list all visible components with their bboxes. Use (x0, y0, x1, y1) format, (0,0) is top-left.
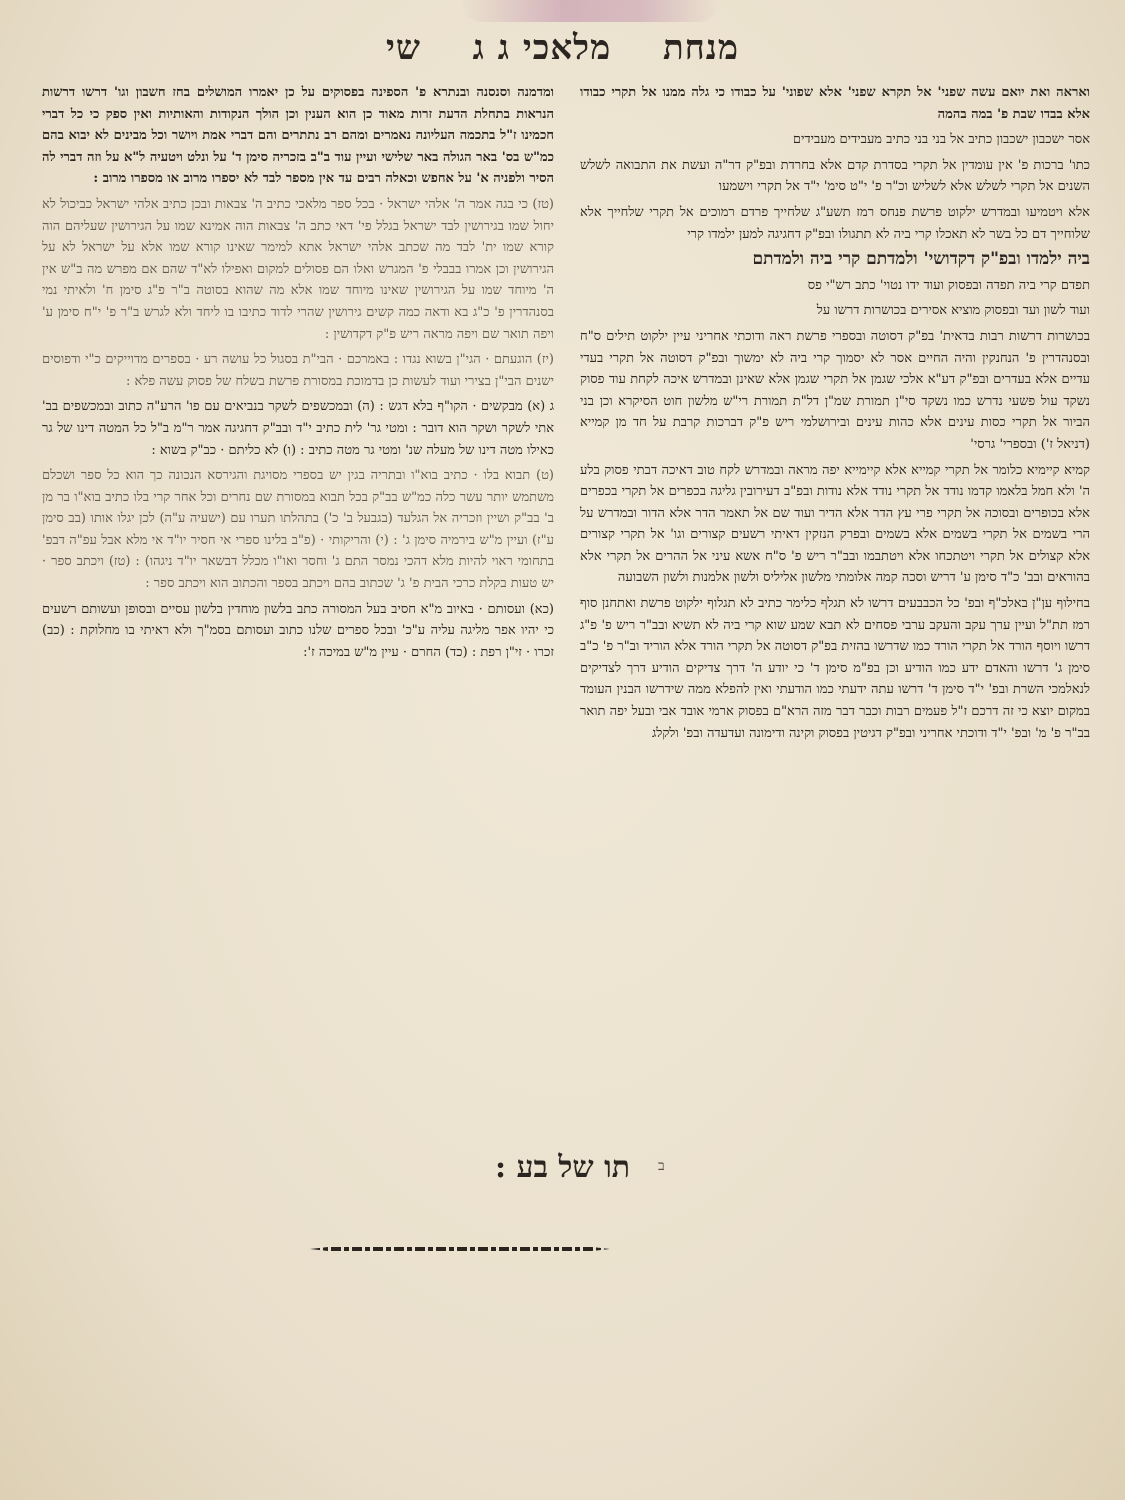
header-title: מנחת (662, 28, 740, 68)
header-name: שי (385, 28, 421, 68)
left-paragraph: (ט) תבוא בלו · כתיב בוא"ו ובתריה בגין יש בספרי מסויגת והגירסא הנכונה כך הוא כל ספר ושכלם משתמש יותר עשר כלה כמ"ש בב"ק בכל תבוא במסורת שם נחרים וכל אחר קרי בלו כתיב בוא"ו בר מן ב' בב"ק ושיין וזכריה אל הגלעד (בגבעל ב' כ') בתהלתו תערו עם (ישעיה ע"ה) לכן יגלו אותו (בב סימן ע"ז) ועיין מ"ש בירמיה סימן ג' : (י) והריקותי · (פ"ב בלינו ספרי אי חסיר יו"ד אי מלא אבל עפ"ה דבפ' בתחומי ראוי להיות מלא דהכי נמסר התם ג' וחסר ואו"ו מכלל דבשאר יו"ד ניגהו) : (טז) ויכתב ספר · יש טעות בקלת כרכי הבית פ' ג' שכתוב בהם ויכתב בספר והכתוב הוא ויכתב ספר : (42, 468, 554, 592)
right-paragraph: אלא ויטמיעו ובמדרש ילקוט פרשת פנחס רמז תשע"ג שלחייך פרדם רמוכים אל תקרי שלחייך אלא שלוחייך דם כל בשר לא תאכלו קרי ביה לא תתגולו ובפ"ק דחגיגה למען ילמדו קרי (580, 204, 1090, 242)
left-paragraph: ומדמנה וסנסנה ובנתרא פ' הספינה בפסוקים על כן יאמרו המושלים בחז חשבון וגו' דרשו דרשות הנראות בתחלת הדעת זרות מאוד כן הוא הענין וכן הולך הנקודות והאותיות ואין ספק כי כל דברי חכמינו ז"ל בתכמה העליונה נאמרים ומהם רב נתתרים והם דברי אמת ויושר וכל מבינים לא יבוא בהם כמ"ש בס' באר הגולה באר שלישי ועיין עוד ב"ב בזכריה סימן ד' על ונלט ויטעיה ל"א על וזה דברי לה הסיר ולפניה א' על אחפש וכאלה רבים עד אין מספר לבד לא יספרו מרוב או מספרו מרוב : (42, 85, 554, 187)
left-paragraph: (כא) ועסותם · באיוב מ"א חסיב בעל המסורה כתב בלשון מוחדין בלשון עסיים ובסופן ועשותם רשעים כי יהיו אפר מליגה עליה ע"כ' ובכל ספרים שלנו כתוב ועסותם בסמ"ך ולא ראיתי בו מחלוקת : (כב) זכרו · זי"ן רפת : (כד) החרם · עיין מ"ש במיכה ז': (42, 601, 554, 660)
header-chapter: ג (497, 28, 510, 68)
right-paragraph: בכושרות דרשות רבות בדאית' בפ"ק דסוטה ובספרי פרשת ראה ודוכתי אחריני עיין ילקוט תילים ס"ח ובסנהדרין פ' הנחנקין והיה החיים אסר לא יסמוך קרי ביה לא ימשוך ובפ"ק דסוטה אל תקרי בעדי עדיים אלא בעדרים ובפ"ק דע"א אלכי שגמן אל תקרי שגמן אלא שאינן ובמדרש איכה לקחת עוד פסוק נשקד עול פשעי נדרש כמו נשקד סי"ן תמורת שמ"ן דל"ת תמורת רי"ש מלשון חוט הסיקרא וכן בני הביור אל תקרי כסות עינים אלא כהות עינים ובירושלמי ריש פ"ק דברכות קרבת על חד מן קמייא (דניאל ז') ובספרי' גרסי' (580, 328, 1090, 452)
top-stain (460, 0, 720, 22)
right-paragraph: ביה ילמדו ובפ"ק דקדושי' ולמדתם קרי ביה ולמדתם (752, 249, 1090, 270)
stray-mark: ב (658, 1158, 665, 1174)
header-book: מלאכי (522, 28, 612, 68)
right-text-column (580, 82, 1090, 1122)
right-paragraph: בחילוף ען"ן באלכ"ף ובפ' כל הכבבעים דרשו לא תגלף כלימר כתיב לא תגלוף ילקוט פרשת ואתחנן סוף רמז תת"ל ועיין ערך עקב והעקב ערבי פסחים לא תבא שמע שוא קרי ביה לא תשיא ובב"ר ריש פ' פ"ג דרשו ויוסף הורד אל תקרי הורד כמו שדרשו בהזית בפ"ק דסוטה אל תקרי הורד אלא הוריד וב"ר פ' כ"ב סימן ג' דרשו והאדם ידע כמו הודיע וכן בפ"מ סימן ד' כי יודע ה' דרך צדיקים הודיע דרך לצדיקים לנאלמכי השרת ובפ' י"ד סימן ד' דרשו עתה ידעתי כמו הודעתי ואין להפלא ממה שידרשו הבנין העומד במקום יוצא כי זה דרכם ז"ל פעמים רבות וכבר דבר מזה הרא"ם בפסוק ארמי אובד אבי ובעל יפה תואר בב"ר פ' מ' ובפ' י"ד ודוכתי אחריני ובפ"ק דגיטין בפסוק וקינה ודימונה ועדעדה ובפ' ולקלג (580, 596, 1090, 741)
right-paragraph: ואראה ואת יואם עשה שפני' אל תקרא שפני' אלא שפוני' על כבודו כי גלה ממנו אל תקרי כבודו אלא בבדו שבת פ' במה בהמה (580, 85, 1090, 122)
left-paragraph: (יז) הוגעתם · הגי"ן בשוא נגדו : באמרכם · הבי"ת בסגול כל עושה רע · בספרים מדוייקים כ"י ודפוסים ישנים הבי"ן בצירי ועוד לעשות כן בדמוכת במסורת פרשת בשלח של פסוק עשה פלא : (42, 352, 554, 389)
left-paragraph: ג (א) מבקשים · הקו"ף בלא דגש : (ה) ובמכשפים לשקר בנביאים עם פו' הרע"ה כתוב ובמכשפים בב' אתי לשקר ושקר הוא דובר : ומטי גר' לית כתיב י"ד ובב"ק דחגיגה אמר ר"מ ב"ל כל המטה דינו של גר כאילו מטה דינו של מעלה שנ' ומטי גר מטה כתיב : (ו) לא כליתם · כב"ק בשוא : (42, 399, 554, 458)
left-text-column (42, 82, 554, 1062)
end-colophon: תו של בע : (494, 1150, 631, 1185)
right-paragraph: תפדם קרי ביה תפדה ובפסוק ועוד ידו נטוי' כתב רש"י פס (807, 277, 1090, 293)
right-paragraph: קמיא קיימיא כלומר אל תקרי קמייא אלא קיימייא יפה מראה ובמדרש לקח טוב דאיכה דבתי פסוק בלע ה' ולא חמל בלאמו קדמו נודד אל תקרי נודד אלא נודות ובפ"ב דעירובין גליגה בכפרים אל תקרי בכפרים אלא בכופרים ובסוכה אל תקרי פרי עץ הדר אלא הדיר ועוד שם אל תאמר הדר אלא הדור ובמדרש על הרי בשמים אל תקרי בשמים אלא בשמים ובפרק הנזקין דאיתי רשעים קצורים וגו' אל תקרי קצורים אלא קצולים אל תקרי ויטתכחו אלא ויטתבמו ובב"ר ריש פ' ס"ח אשא עיני אל ההרים אל תקרי אלא בהוראים ובב' כ"ד סימן ע' דריש וסכה קמה אלומתי מלשון אליליס ולשון אלמנות ולשון השבועה (580, 462, 1090, 586)
right-paragraph: אסר ישכבון ישכבון כתיב אל בני בני כתיב מעבידים מעבידים (792, 132, 1090, 148)
page-header (0, 28, 1125, 68)
header-ref: ג (472, 28, 485, 68)
left-paragraph: (טז) כי בגה אמר ה' אלהי ישראל · בכל ספר מלאכי כתיב ה' צבאות ובכן כתיב אלהי ישראל כביכול לא יחול שמו בגירושין לבד ישראל בגלל פי' דאי כתב ה' צבאות הוה אמינא שמו על הגירושין שעליהם הוה קורא שמו ית' לבד מה שכתב אלהי ישראל אתא למימר שאינו קורא שמו אלא על ישראל לא על הגירושין וכן אמרו בבבלי פ' המגרש ואלו הם פסולים למקום ואפילו לא"ד שהם אם מפרש מה ב"ש אין ה' מיוחד שמו על הגירושין שאינו מיוחד שמו אלא מה שהוא בסוטה ב"ר פ"ג סימן ח' ולאיתי נמי בסנהדרין פ' כ"ג בא ודאה כמה קשים גירושין שהרי לדוד כתיבו בו ליחד ולא לגרש ב"ר פ' י"ח סימן ע' ויפה תואר שם ויפה מראה ריש פ"ק דקדושין : (42, 196, 554, 342)
right-paragraph: כתו' ברכות פ' אין עומדין אל תקרי בסדרת קדם אלא בחרדת ובפ"ק דר"ה ועשת את התבואה לשלש השנים אל תקרי לשלש אלא לשליש וכ"ר פ' י"ט סימ' י"ד אל תקרי וישמעו (580, 157, 1090, 195)
right-paragraph: ועוד לשון ועד ובפסוק מוציא אסירים בכושרות דרשו על (816, 303, 1090, 319)
